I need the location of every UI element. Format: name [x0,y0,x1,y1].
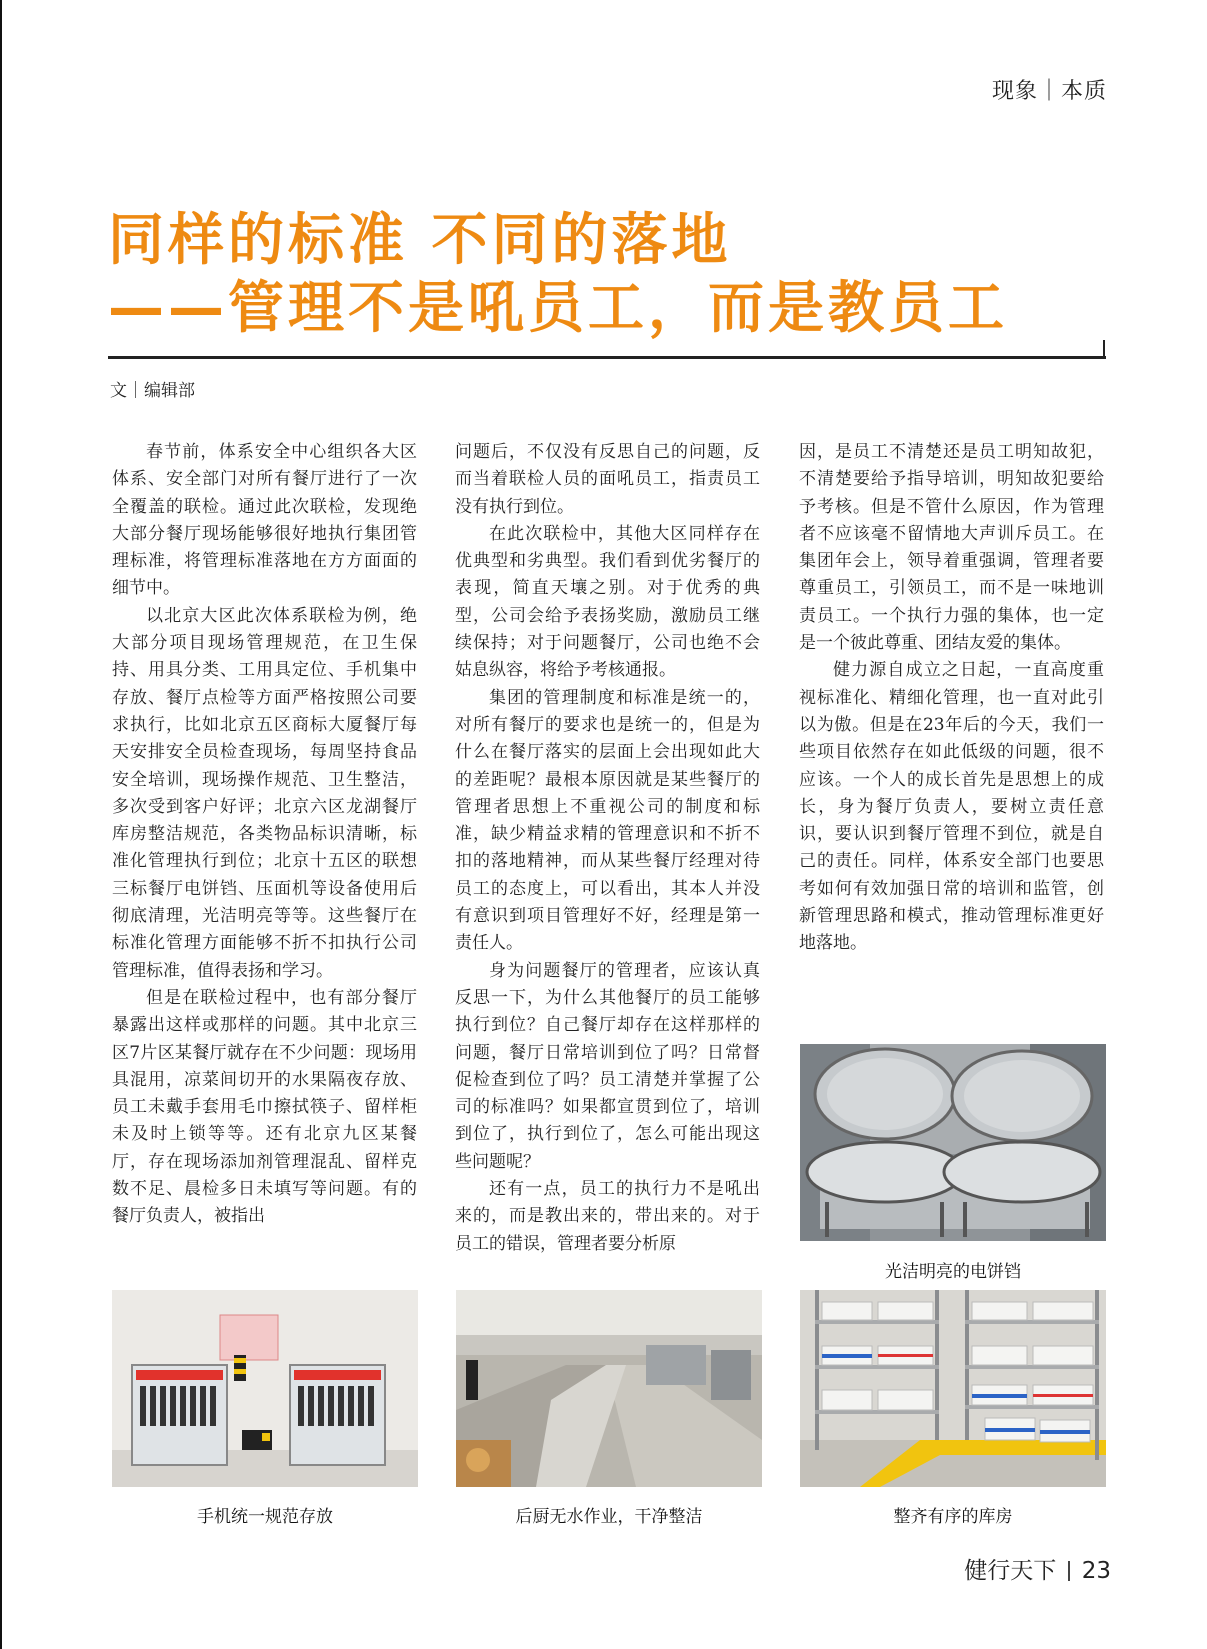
storage-photo [800,1290,1106,1487]
paragraph: 还有一点，员工的执行力不是吼出来的，而是教出来的，带出来的。对于员工的错误，管理者要分析原 [455,1179,760,1254]
phone-storage-photo [112,1290,418,1487]
page-footer [964,1552,1111,1585]
title-rule-tick [1103,340,1105,359]
article-column-1 [112,439,417,1231]
paragraph: 集团的管理制度和标准是统一的，对所有餐厅的要求也是统一的，但是为什么在餐厅落实的层面上会出现如此大的差距呢？最根本原因就是某些餐厅的管理者思想上不重视公司的制度和标准，缺少精益求精的管理意识和不折不扣的落地精神，而从某些餐厅经理对待员工的态度上，可以看出，其本人并没有意识到项目管理好不好，经理是第一责任人。 [455,687,760,954]
page-number: 23 [1081,1558,1111,1584]
paragraph: 身为问题餐厅的管理者，应该认真反思一下，为什么其他餐厅的员工能够执行到位？自己餐厅却存在这样那样的问题，餐厅日常培训到位了吗？日常督促检查到位了吗？员工清楚并掌握了公司的标准吗？如果都宣贯到位了，培训到位了，执行到位了，怎么可能出现这些问题呢？ [455,960,760,1172]
griddle-image [800,1044,1106,1241]
article-column-2 [455,439,760,1258]
kitchen-photo [456,1290,762,1487]
griddle-caption: 光洁明亮的电饼铛 [885,1262,1021,1282]
byline: 文｜编辑部 [110,381,195,401]
storage-image [800,1290,1106,1487]
griddle-photo [800,1044,1106,1241]
paragraph-continued: 因，是员工不清楚还是员工明知故犯，不清楚要给予指导培训，明知故犯要给予考核。但是不管什么原因，作为管理者不应该毫不留情地大声训斥员工。在集团年会上，领导着重强调，管理者要尊重员工，引领员工，而不是一味地训责员工。一个执行力强的集体，也一定是一个彼此尊重、团结友爱的集体。 [799,442,1104,654]
paragraph: 在此次联检中，其他大区同样存在优典型和劣典型。我们看到优劣餐厅的表现，简直天壤之别。对于优秀的典型，公司会给予表扬奖励，激励员工继续保持；对于问题餐厅，公司也绝不会姑息纵容，将给予考核通报。 [455,523,760,681]
phone-storage-caption: 手机统一规范存放 [197,1507,333,1527]
paragraph: 以北京大区此次体系联检为例，绝大部分项目现场管理规范，在卫生保持、用具分类、工用具定位、手机集中存放、餐厅点检等方面严格按照公司要求执行，比如北京五区商标大厦餐厅每天安排安全员检查现场，每周坚持食品安全培训，现场操作规范、卫生整洁，多次受到客户好评；北京六区龙湖餐厅库房整洁规范，各类物品标识清晰，标准化管理执行到位；北京十五区的联想三标餐厅电饼铛、压面机等设备使用后彻底清理，光洁明亮等等。这些餐厅在标准化管理方面能够不折不扣执行公司管理标准，值得表扬和学习。 [112,605,417,981]
phone-cabinet-image [112,1290,418,1487]
article-title: 同样的标准 不同的落地 [108,208,732,273]
paragraph: 春节前，体系安全中心组织各大区体系、安全部门对所有餐厅进行了一次全覆盖的联检。通过此次联检，发现绝大部分餐厅现场能够很好地执行集团管理标准，将管理标准落地在方方面面的细节中。 [112,442,417,599]
paragraph: 健力源自成立之日起，一直高度重视标准化、精细化管理，也一直对此引以为傲。但是在23年后的今天，我们一些项目依然存在如此低级的问题，很不应该。一个人的成长首先是思想上的成长，身为餐厅负责人，要树立责任意识，要认识到餐厅管理不到位，就是自己的责任。同样，体系安全部门也要思考如何有效加强日常的培训和监管，创新管理思路和模式，推动管理标准更好地落地。 [799,660,1104,954]
page-left-edge [0,0,2,1649]
kitchen-caption: 后厨无水作业，干净整洁 [515,1507,703,1527]
title-rule [108,356,1106,359]
storage-caption: 整齐有序的库房 [893,1507,1013,1527]
section-tag: 现象｜本质 [991,79,1107,104]
footer-divider [1068,1561,1070,1581]
magazine-name: 健行天下 [964,1558,1057,1584]
article-subtitle: ——管理不是吼员工，而是教员工 [108,276,1008,341]
article-column-3 [799,439,1104,958]
paragraph-continued: 问题后，不仅没有反思自己的问题，反而当着联检人员的面吼员工，指责员工没有执行到位。 [455,442,760,517]
kitchen-image [456,1290,762,1487]
paragraph: 但是在联检过程中，也有部分餐厅暴露出这样或那样的问题。其中北京三区7片区某餐厅就存在不少问题：现场用具混用，凉菜间切开的水果隔夜存放、员工未戴手套用毛巾擦拭筷子、留样柜未及时上锁等等。还有北京九区某餐厅，存在现场添加剂管理混乱、留样克数不足、晨检多日未填写等问题。有的餐厅负责人，被指出 [112,987,417,1227]
